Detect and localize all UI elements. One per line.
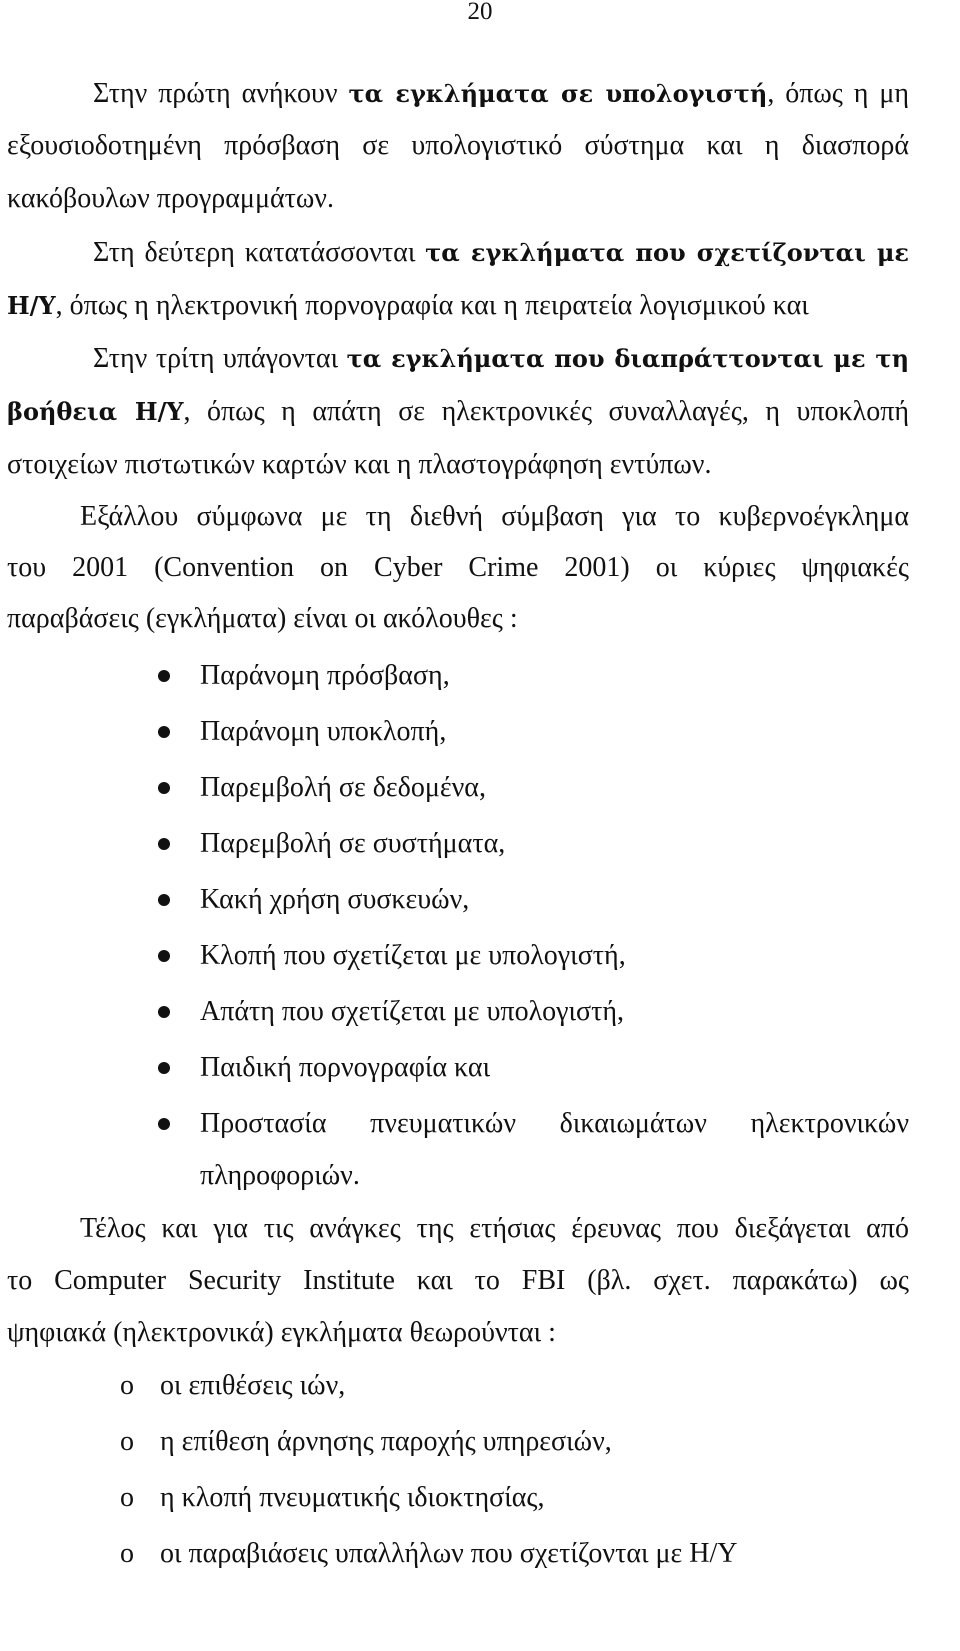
paragraph-5-line-2: το Computer Security Institute και το FBI (βλ. σχετ. παρακάτω) ως [7,1265,909,1296]
paragraph-1-line-2: εξουσιοδοτημένη πρόσβαση σε υπολογιστικό σύστημα και η διασπορά [7,130,909,161]
bullet-dot [158,950,170,962]
bullet-item: Απάτη που σχετίζεται με υπολογιστή, [200,996,625,1027]
paragraph-4-line-1: Εξάλλου σύμφωνα με τη διεθνή σύμβαση για το κυβερνοέγκλημα [80,501,909,532]
bullet-item: Παρεμβολή σε δεδομένα, [200,772,486,803]
list-marker-o: o [120,1370,134,1401]
bold-term-with-help: βοήθεια Η/Υ [7,397,184,426]
paragraph-2-line-2: Η/Υ, όπως η ηλεκτρονική πορνογραφία και η πειρατεία λογισμικού και [7,290,809,321]
paragraph-4-line-3: παραβάσεις (εγκλήματα) είναι οι ακόλουθες : [7,603,518,634]
bullet-item-continuation: πληροφοριών. [200,1160,360,1191]
bullet-item: Προστασία πνευματικών δικαιωμάτων ηλεκτρονικών [200,1108,909,1139]
paragraph-2-line-1: Στη δεύτερη κατατάσσονται τα εγκλήματα που σχετίζονται με [93,237,909,268]
bold-term-committed-crimes: τα εγκλήματα που διαπράττονται με τη [346,344,910,373]
o-list-item: οι επιθέσεις ιών, [160,1370,346,1401]
list-marker-o: o [120,1482,134,1513]
list-marker-o: o [120,1426,134,1457]
bullet-dot [158,1006,170,1018]
bullet-dot [158,1062,170,1074]
bullet-dot [158,782,170,794]
paragraph-3-line-1: Στην τρίτη υπάγονται τα εγκλήματα που διαπράττονται με τη [93,343,910,374]
paragraph-5-line-1: Τέλος και για τις ανάγκες της ετήσιας έρευνας που διεξάγεται από [80,1213,909,1244]
bullet-dot [158,726,170,738]
bullet-dot [158,838,170,850]
paragraph-1-line-1: Στην πρώτη ανήκουν τα εγκλήματα σε υπολογιστή, όπως η μη [93,78,909,109]
bold-term-related-crimes: τα εγκλήματα που σχετίζονται με [425,238,909,267]
bold-term-hy: Η/Υ [7,291,56,320]
o-list-item: οι παραβιάσεις υπαλλήλων που σχετίζονται με Η/Υ [160,1538,738,1569]
bullet-item: Παράνομη πρόσβαση, [200,660,450,691]
bold-term-computer-crimes: τα εγκλήματα σε υπολογιστή [348,79,768,108]
bullet-item: Παράνομη υποκλοπή, [200,716,447,747]
bullet-dot [158,670,170,682]
page-number: 20 [467,0,493,25]
paragraph-1-line-3: κακόβουλων προγραμμάτων. [7,183,334,214]
list-marker-o: o [120,1538,134,1569]
paragraph-3-line-3: στοιχείων πιστωτικών καρτών και η πλαστογράφηση εντύπων. [7,449,712,480]
bullet-item: Παρεμβολή σε συστήματα, [200,828,506,859]
o-list-item: η κλοπή πνευματικής ιδιοκτησίας, [160,1482,545,1513]
bullet-dot [158,894,170,906]
paragraph-5-line-3: ψηφιακά (ηλεκτρονικά) εγκλήματα θεωρούνται : [7,1317,556,1348]
bullet-dot [158,1118,170,1130]
bullet-item: Παιδική πορνογραφία και [200,1052,491,1083]
o-list-item: η επίθεση άρνησης παροχής υπηρεσιών, [160,1426,612,1457]
paragraph-4-line-2: του 2001 (Convention on Cyber Crime 2001) οι κύριες ψηφιακές [7,552,909,583]
bullet-item: Κακή χρήση συσκευών, [200,884,470,915]
bullet-item: Κλοπή που σχετίζεται με υπολογιστή, [200,940,626,971]
paragraph-3-line-2: βοήθεια Η/Υ, όπως η απάτη σε ηλεκτρονικές συναλλαγές, η υποκλοπή [7,396,909,427]
